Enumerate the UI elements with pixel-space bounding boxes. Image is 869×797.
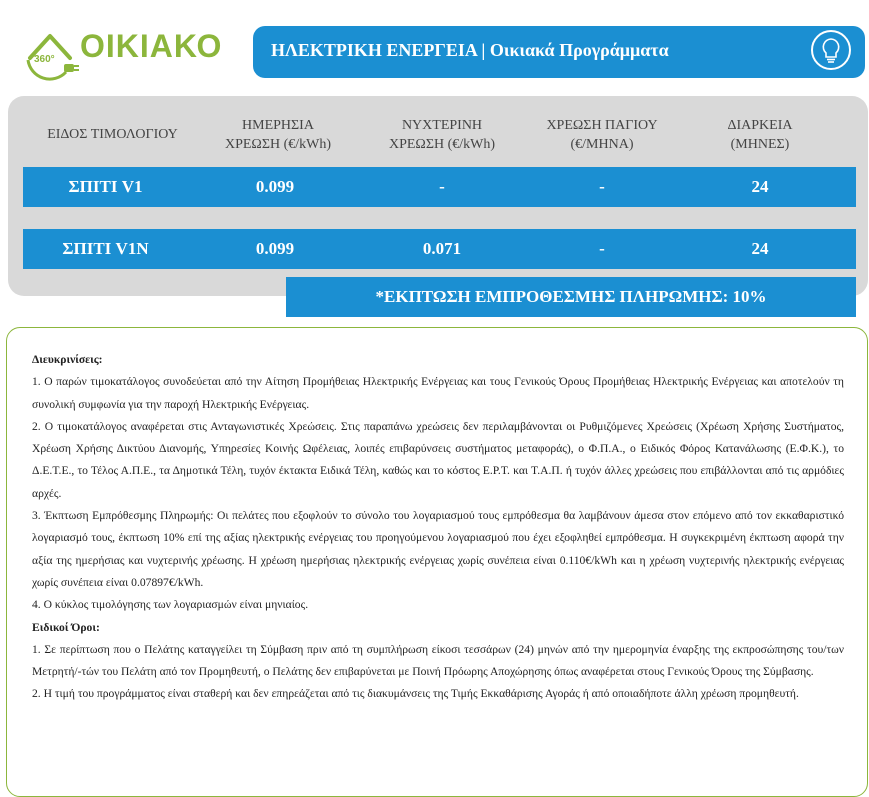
logo-text: ΟΙΚΙΑΚΟ [80,28,223,64]
duration: 24 [751,239,769,258]
tariff-name: ΣΠΙΤΙ V1 [68,177,143,196]
header-fixed-charge: ΧΡΕΩΣΗ ΠΑΓΙΟΥ (€/ΜΗΝΑ) [546,118,658,152]
lightbulb-icon [811,30,851,70]
table-row [23,229,856,269]
day-charge: 0.099 [255,239,295,258]
night-charge: 0.071 [422,239,462,258]
header-duration: ΔΙΑΡΚΕΙΑ (ΜΗΝΕΣ) [727,118,793,152]
clarification-item: 4. Ο κύκλος τιμολόγησης των λογαριασμών είναι μηνιαίος. [32,598,309,612]
notes-content [32,349,844,706]
header-day-charge: ΗΜΕΡΗΣΙΑ ΧΡΕΩΣΗ (€/kWh) [224,118,332,152]
day-charge: 0.099 [255,177,295,196]
duration: 24 [751,177,769,196]
special-term-item: 1. Σε περίπτωση που ο Πελάτης καταγγείλει τη Σύμβαση πριν από τη συμπλήρωση είκοσι τεσσάρων (24) μηνών από την ημερομηνία έναρξης της εκπροσώπησης του/των Μετρητή/-τών του Πελάτη από τον Προμηθευτή, ο Πελάτης δεν επιβαρύνεται με Ποινή Πρόωρης Αποχώρησης όπως αναφέρεται στους Γενικούς Όρους της Σύμβασης. [32,642,844,679]
tariff-name: ΣΠΙΤΙ V1N [62,239,149,258]
header-banner [253,26,865,78]
clarification-item: 1. Ο παρών τιμοκατάλογος συνοδεύεται από την Αίτηση Προμήθειας Ηλεκτρικής Ενέργειας και τους Γενικούς Όρους Προμήθειας Ηλεκτρικής Ενέργειας και αποτελούν τη συνολική συμφωνία για την παροχή Ηλεκτρικής Ενέργειας. [32,375,844,411]
fixed-charge: - [599,239,605,258]
fixed-charge: - [599,177,605,196]
notes-heading-clarifications: Διευκρινίσεις: [32,353,103,366]
notes-heading-special-terms: Ειδικοί Όροι: [32,620,100,634]
special-term-item: 2. Η τιμή του προγράμματος είναι σταθερή και δεν επηρεάζεται από τις διακυμάνσεις της Τιμής Εκκαθάρισης Αγοράς ή από οποιαδήποτε άλλη χρέωση προμηθευτή. [32,687,799,701]
logo-badge: 360° [34,54,55,65]
discount-banner: *ΕΚΠΤΩΣΗ ΕΜΠΡΟΘΕΣΜΗΣ ΠΛΗΡΩΜΗΣ: 10% [286,277,856,317]
header-tariff-type: ΕΙΔΟΣ ΤΙΜΟΛΟΓΙΟΥ [47,127,178,142]
company-logo [22,24,232,84]
header-night-charge: ΝΥΧΤΕΡΙΝΗ ΧΡΕΩΣΗ (€/kWh) [388,118,496,152]
page-title: ΗΛΕΚΤΡΙΚΗ ΕΝΕΡΓΕΙΑ | Οικιακά Προγράμματα [271,40,669,60]
night-charge: - [439,177,445,196]
clarification-item: 2. Ο τιμοκατάλογος αναφέρεται στις Ανταγωνιστικές Χρεώσεις. Στις παραπάνω χρεώσεις δεν περιλαμβάνονται οι Ρυθμιζόμενες Χρεώσεις (Χρέωση Χρήσης Συστήματος, Χρέωση Χρήσης Δικτύου Διανομής, Υπηρεσίες Κοινής Ωφέλειας, λοιπές επιβαρύνσεις συστήματος μεταφοράς), ο Φ.Π.Α., ο Ειδικός Φόρος Κατανάλωσης (Ε.Φ.Κ.), το Δ.Ε.Τ.Ε., το Τέλος Α.Π.Ε., τα Δημοτικά Τέλη, τυχόν έκτακτα Ειδικά Τέλη, καθώς και το κόστος Ε.Ρ.Τ. και Τ.Α.Π. ή τυχόν άλλες χρεώσεις που επιβάλλονται από τις αρμόδιες αρχές. [32,419,844,500]
table-row [23,167,856,207]
clarification-item: 3. Έκπτωση Εμπρόθεσμης Πληρωμής: Οι πελάτες που εξοφλούν το σύνολο του λογαριασμού τους εμπρόθεσμα θα λαμβάνουν άμεσα στον επόμενο από τον εκκαθαριστικό λογαριασμό τους, έκπτωση 10% επί της αξίας ηλεκτρικής ενέργειας του προηγούμενου λογαριασμού που έχει εξοφληθεί εμπρόθεσμα. Η συγκεκριμένη έκπτωση αφορά την αξία της ημερήσιας και νυχτερινής χρέωσης. Η χρέωση ημερήσιας ηλεκτρικής ενέργειας χωρίς συνέπεια είναι 0.110€/kWh και η χρέωση νυχτερινής ηλεκτρικής ενέργειας χωρίς συνέπεια είναι 0.07897€/kWh. [32,509,844,589]
